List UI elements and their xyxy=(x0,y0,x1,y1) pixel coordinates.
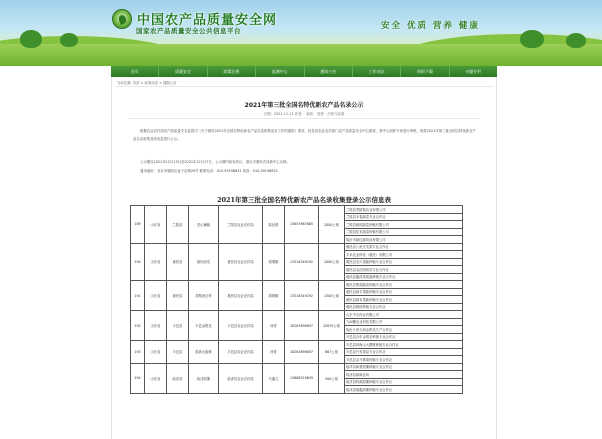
tree-decoration xyxy=(566,33,586,48)
article-title: 2021年第三批全国名特优新农产品名录公示 xyxy=(244,102,364,109)
row-company: 临沭县瑞鑫甜薯种植专业合作社 xyxy=(345,386,463,394)
row-contact: 胡增勤 xyxy=(263,281,285,311)
row-city: 兰陵县 xyxy=(167,206,189,244)
nav-item-special[interactable]: 专题专栏 xyxy=(465,68,482,74)
nav-item-policy[interactable]: 政策法规 xyxy=(208,66,256,77)
row-output: 667公顷 xyxy=(319,341,345,364)
row-province: 山东省 xyxy=(145,206,167,244)
row-company: 临沂九州天润金银花生产合作社 xyxy=(345,326,463,334)
row-applicant: 平邑县农业农村局 xyxy=(219,311,263,341)
row-city: 惠民县 xyxy=(167,281,189,311)
row-company: 惠民县绿禾果蔬种植专业合作社 xyxy=(345,296,463,304)
row-number: 193 xyxy=(131,341,145,364)
row-product: 平邑金银花 xyxy=(189,311,219,341)
row-phone: 13516349292 xyxy=(285,281,319,311)
row-phone: 18263898897 xyxy=(285,311,319,341)
row-province: 山东省 xyxy=(145,341,167,364)
row-city: 平邑县 xyxy=(167,311,189,341)
row-output: 2000公顷 xyxy=(319,243,345,281)
nav-item-notice[interactable]: 通知公告 xyxy=(305,66,353,77)
article-paragraph: 通讯地址：北京市朝阳区麦子店街20号 联系电话：010-59198831 传真：010-59198832 xyxy=(140,169,278,173)
row-company: 临沂市绿佳源食品有限公司 xyxy=(345,236,463,244)
table-row xyxy=(131,243,463,251)
row-number: 194 xyxy=(131,363,145,393)
row-company: 山东中平药业有限公司 xyxy=(345,311,463,319)
row-company: 惠民县金沃园西瓜专业合作社 xyxy=(345,266,463,274)
row-contact: 徐青 xyxy=(263,341,285,364)
table-row xyxy=(131,281,463,289)
row-output: 500公顷 xyxy=(319,363,345,393)
row-company: 临沭县绿源农场 xyxy=(345,371,463,379)
divider xyxy=(128,118,480,119)
row-product: 临涧大蜜桃 xyxy=(189,341,219,364)
row-company: 丰禾农业科技（惠民）有限公司 xyxy=(345,251,463,259)
nav-item-quality[interactable]: 质量安全 xyxy=(159,66,207,77)
row-province: 山东省 xyxy=(145,243,167,281)
product-table xyxy=(130,205,463,394)
row-company: 兰陵县君耕瑞农业有限公司 xyxy=(345,206,463,214)
row-output: 1500公顷 xyxy=(319,281,345,311)
nav-item-work[interactable]: 工作动态 xyxy=(353,66,401,77)
row-company: 兰陵县本春蔬菜专业合作社 xyxy=(345,213,463,221)
row-company: 平邑县金马桃果种植专业合作社 xyxy=(345,356,463,364)
row-company: 平邑县四海山大樱桃种植专业合作社 xyxy=(345,341,463,349)
row-output: 2000公顷 xyxy=(319,206,345,244)
nav-item-download[interactable]: 资料下载 xyxy=(401,66,449,77)
main-nav xyxy=(111,66,497,77)
row-company: 临沭县新蕾甜薯种植专业合作社 xyxy=(345,363,463,371)
row-company: 惠民县八里庄瓜果专业合作社 xyxy=(345,243,463,251)
row-product: 惠民西瓜 xyxy=(189,243,219,281)
row-city: 惠民县 xyxy=(167,243,189,281)
row-number: 189 xyxy=(131,206,145,244)
breadcrumb[interactable]: 当前位置: 首页 > 标准动态 > 通知公告 xyxy=(117,81,177,85)
row-city: 平邑县 xyxy=(167,341,189,364)
article-paragraph: 公示期自2021年12月13日至2021年12月17日，公示期内如有异议，请以书面形式向我中心反映。 xyxy=(140,160,290,164)
row-company: 九间棚农业科技有限公司 xyxy=(345,318,463,326)
row-company: 惠民县鲁胡蔬菜种植专业合作社 xyxy=(345,281,463,289)
row-applicant: 惠民县农业农村局 xyxy=(219,281,263,311)
row-phone: 15853967665 xyxy=(285,206,319,244)
row-contact: 马鑫立 xyxy=(263,363,285,393)
nav-item-monitor[interactable]: 监测中心 xyxy=(256,66,304,77)
tree-decoration xyxy=(20,30,42,48)
row-company: 平邑县兴发果品专业合作社 xyxy=(345,348,463,356)
nav-item-home[interactable]: 首页 xyxy=(111,66,159,77)
row-product: 苍山辣椒 xyxy=(189,206,219,244)
row-applicant: 平邑县农业农村局 xyxy=(219,341,263,364)
row-number: 190 xyxy=(131,243,145,281)
row-company: 兰陵县佳禾蔬菜种植有限公司 xyxy=(345,228,463,236)
row-company: 惠民县锦园种植专业合作社 xyxy=(345,303,463,311)
row-company: 惠民县绿丰果蔬种植专业合作社 xyxy=(345,288,463,296)
row-output: 42870公顷 xyxy=(319,311,345,341)
table-row xyxy=(131,341,463,349)
table-row xyxy=(131,311,463,319)
table-row xyxy=(131,363,463,371)
row-company: 惠民县鑫昌源果蔬种植专业合作社 xyxy=(345,273,463,281)
row-number: 192 xyxy=(131,311,145,341)
row-phone: 13516349292 xyxy=(285,243,319,281)
site-logo-icon[interactable] xyxy=(112,9,132,29)
row-city: 临沭县 xyxy=(167,363,189,393)
row-company: 惠民县农兴果蔬种植专业合作社 xyxy=(345,258,463,266)
site-banner xyxy=(0,0,602,66)
tree-decoration xyxy=(520,30,544,48)
row-contact: 胡增勤 xyxy=(263,243,285,281)
row-company: 临沭县科源甜薯种植专业合作社 xyxy=(345,378,463,386)
table-row xyxy=(131,206,463,214)
site-title[interactable]: 中国农产品质量安全网 xyxy=(137,13,278,28)
site-subtitle: 国家农产品质量安全公共信息平台 xyxy=(136,27,241,35)
field-decoration xyxy=(0,44,602,66)
row-province: 山东省 xyxy=(145,281,167,311)
row-province: 山东省 xyxy=(145,311,167,341)
article-meta: 日期：2021-12-13 作者： 来源： 进度：法规与标准 xyxy=(263,112,345,116)
row-phone: 13668518659 xyxy=(285,363,319,393)
article-paragraph: 根据农业农村部农产品质量安全监管司《关于做好2021年全国名特优新农产品名录收集登录工作的通知》要求，经各省农业农村部门农产品质量安全中心推荐，我中心组织专家进行审核，现将2021年第三批全国名特优新农产品名录收集登录信息进行公示。 xyxy=(133,129,476,141)
table-title: 2021年第三批全国名特优新农产品名录收集登录公示信息表 xyxy=(216,196,392,204)
row-product: 临沭甜薯 xyxy=(189,363,219,393)
divider xyxy=(115,86,493,87)
row-company: 平邑县百年金银花种植专业合作社 xyxy=(345,333,463,341)
site-slogan: 安全 优质 营养 健康 xyxy=(381,21,480,31)
row-applicant: 临沭县农业农村局 xyxy=(219,363,263,393)
row-company: 兰陵县绿园蔬菜种植有限公司 xyxy=(345,221,463,229)
row-contact: 陈延勇 xyxy=(263,206,285,244)
row-applicant: 惠民县农业农村局 xyxy=(219,243,263,281)
tree-decoration xyxy=(60,33,78,47)
row-province: 山东省 xyxy=(145,363,167,393)
row-applicant: 兰陵县农业农村局 xyxy=(219,206,263,244)
row-phone: 18263898897 xyxy=(285,341,319,364)
row-number: 191 xyxy=(131,281,145,311)
row-product: 胡集西红柿 xyxy=(189,281,219,311)
row-contact: 徐青 xyxy=(263,311,285,341)
